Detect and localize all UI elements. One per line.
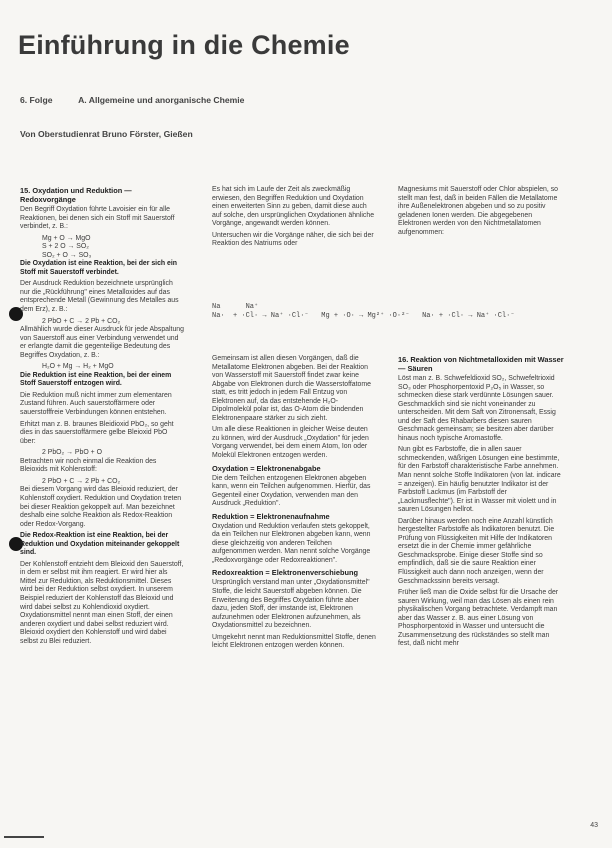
author-line: Von Oberstudienrat Bruno Förster, Gießen bbox=[20, 129, 193, 139]
column-1 bbox=[20, 186, 184, 649]
ion-equations bbox=[212, 303, 592, 321]
folge-label: 6. Folge bbox=[20, 95, 53, 105]
chemical-equation: 2 PbO + C → 2 Pb + CO₂ bbox=[42, 317, 121, 325]
chemical-equation: 2 PbO₂ → PbO + O bbox=[42, 449, 102, 457]
paragraph: Früher ließ man die Oxide selbst für die Ursache der sauren Wirkung, weil man das Lösen als einen rein physikalischen Vorgang betrachtete. Verdampft man aber das Wasser z. B. aus einer Lösung von Phosphorpentoxid in Wasser und untersucht die Zusammensetzung des rückständes so stellt man fest, daß nicht mehr bbox=[398, 589, 559, 648]
section-heading: Oxydation = Elektronenabgabe bbox=[212, 463, 321, 473]
page-title: Einführung in die Chemie bbox=[18, 30, 350, 60]
column-3-top bbox=[398, 186, 564, 240]
chemical-equation: H₂O + Mg → H₂ + MgO bbox=[42, 363, 114, 371]
section-heading: Reduktion = Elektronenaufnahme bbox=[212, 511, 330, 521]
column-2-bottom bbox=[212, 355, 376, 654]
ion-equation-line-2: Na· + ·Cl· → Na⁺ ·Cl·⁻ Mg + ·O· → Mg²⁺ ·O·²⁻ Na· + ·Cl· → Na⁺ ·Cl·⁻ bbox=[212, 312, 515, 320]
paragraph: Den Begriff Oxydation führte Lavoisier ein für alle Reaktionen, bei denen sich ein Stoff mit Sauerstoff verbindet, z. B.: bbox=[20, 206, 175, 231]
section-heading: 15. Oxydation und Reduktion — Redoxvorgänge bbox=[20, 186, 132, 204]
chemical-equation: Mg + O → MgO bbox=[42, 234, 91, 242]
paragraph: Allmählich wurde dieser Ausdruck für jede Abspaltung von Sauerstoff aus einer Verbindung verwendet und er erlangte damit die gegenteilige Bedeutung des Begriffes Oxydation, z. B.: bbox=[20, 326, 184, 359]
page-number: 43 bbox=[590, 822, 598, 829]
definition-text: Die Redox-Reaktion ist eine Reaktion, bei der Reduktion und Oxydation miteinander gekoppelt sind. bbox=[20, 532, 180, 557]
paragraph: Magnesiums mit Sauerstoff oder Chlor abspielen, so stellt man fest, daß in beiden Fällen die Metallatome ihre Außenelektronen abgeben und so zu positiv geladenen Ionen werden. Die abgegebenen Elektronen werden von den Nichtmetallatomen aufgenommen: bbox=[398, 186, 558, 236]
paragraph: Erhitzt man z. B. braunes Bleidioxid PbO₂, so geht dies in das sauerstoffärmere gelbe Bleioxid PbO über: bbox=[20, 420, 174, 445]
paragraph: Der Kohlenstoff entzieht dem Bleioxid den Sauerstoff, in dem er selbst mit ihm reagiert. Er wird hier als Mittel zur Reduktion, als Reduktionsmittel. Dieses wird bei der Reduktion selbst oxydiert. In unserem Beispiel reduziert der Kohlenstoff das Bleioxid und wird dabei selbst zu Kohlendioxid oxydiert. Oxydationsmittel nennt man einen Stoff, der einen anderen oxydiert und dabei selbst reduziert wird. Bleioxid oxydiert den Kohlenstoff und wird dabei selbst zu Blei reduziert. bbox=[20, 560, 184, 645]
paragraph: Oxydation und Reduktion verlaufen stets gekoppelt, da ein Teilchen nur Elektronen abgeben kann, wenn diese gleichzeitig von anderen Teilchen aufgenommen werden. Man nennt solche Vorgänge „Redoxvorgänge oder Redoxreaktionen". bbox=[212, 522, 371, 564]
paragraph: Umgekehrt nennt man Reduktionsmittel Stoffe, denen leicht Elektronen entzogen werden können. bbox=[212, 633, 376, 650]
chemical-equation: S + 2 O → SO₂ bbox=[42, 243, 89, 251]
section-heading: 16. Reaktion von Nichtmetalloxiden mit Wasser — Säuren bbox=[398, 355, 564, 373]
column-2-top bbox=[212, 186, 376, 252]
paragraph: Es hat sich im Laufe der Zeit als zweckmäßig erwiesen, den Begriffen Reduktion und Oxydation einen erweiterten Sinn zu geben, damit diese auch auf solche, den ursprünglichen Oxydationen ähnliche Vorgänge, angewandt werden können. bbox=[212, 186, 375, 228]
chemical-equation: SO₂ + O → SO₃ bbox=[42, 251, 92, 259]
paragraph: Der Ausdruck Reduktion bezeichnete ursprünglich nur die „Rückführung" eines Metalloxides auf das entsprechende Metall (Gewinnung des Metalles aus dem Erz), z. B.: bbox=[20, 280, 179, 314]
paragraph: Betrachten wir noch einmal die Reaktion des Bleioxids mit Kohlenstoff: bbox=[20, 457, 157, 474]
footer-rule bbox=[4, 836, 44, 838]
paragraph: Bei diesem Vorgang wird das Bleioxid reduziert, der Kohlenstoff oxydiert. Reduktion und Oxydation treten bei dieser Reaktion gekoppelt auf. Man bezeichnet deshalb eine solche Reaktion als Redox-Reaktion oder Redox-Vorgang. bbox=[20, 486, 182, 528]
section-heading: Redoxreaktion = Elektronenverschiebung bbox=[212, 568, 359, 578]
paragraph: Löst man z. B. Schwefeldioxid SO₂, Schwefeltrioxid SO₃ oder Phosphorpentoxid P₂O₅ in Wasser, so schmecken diese stark verdünnte Lösungen sauer. Geschmacklich sind sie nicht voneinander zu unterscheiden. Mit dem Saft von Zitronensaft, Essig und der Saft des Rhabarbers diesen sauren Geschmack gemeinsam; sie besitzen aber darüber hinaus noch typische Aromastoffe. bbox=[398, 375, 556, 442]
paragraph: Nun gibt es Farbstoffe, die in allen sauer schmeckenden, wäßrigen Lösungen eine bestimmte, für den Farbstoff charakteristische Farbe annehmen. Man nennt solche Stoffe Indikatoren (von lat. indicare = anzeigen). Ein häufig benutzter Indikator ist der Farbstoff Lackmus (im Farbstoff der „Lackmusflechte"). Er ist in Wasser mit violett und in sauren Lösungen hellrot. bbox=[398, 446, 561, 514]
definition-text: Die Reduktion ist eine Reaktion, bei der einem Stoff Sauerstoff entzogen wird. bbox=[20, 371, 172, 388]
paragraph: Ursprünglich verstand man unter „Oxydationsmittel" Stoffe, die leicht Sauerstoff abgeben können. Die Erweiterung des Begriffes Oxydation führte aber dazu, jeden Stoff, der imstande ist, Elektronen aufzunehmen oder Elektronen aufzunehmen, als Oxydationsmittel zu bezeichnen. bbox=[212, 579, 370, 630]
paragraph: Die dem Teilchen entzogenen Elektronen abgeben kann, wenn ein Teilchen aufgenommen. Hierfür, das Gegenteil einer Oxydation, verwenden man den Ausdruck „Reduktion". bbox=[212, 474, 371, 508]
definition-text: Die Oxydation ist eine Reaktion, bei der sich ein Stoff mit Sauerstoff verbindet. bbox=[20, 260, 177, 276]
series-line bbox=[20, 95, 244, 105]
paragraph: Die Reduktion muß nicht immer zum elementaren Zustand führen. Auch sauerstoffärmere oder sauerstofffreie Verbindungen können entstehen. bbox=[20, 391, 172, 417]
paragraph: Untersuchen wir die Vorgänge näher, die sich bei der Reaktion des Natriums oder bbox=[212, 231, 374, 248]
series-label: A. Allgemeine und anorganische Chemie bbox=[78, 95, 245, 105]
paragraph: Darüber hinaus werden noch eine Anzahl künstlich hergestellter Farbstoffe als Indikatoren benutzt. Die Prüfung von Flüssigkeiten mit Hilfe der Indikatoren ersetzt die in der Chemie immer gefährliche Geschmacksprobe. Einige dieser Stoffe sind so empfindlich, daß sie die saure Reaktion einer Flüssigkeit auch dann noch anzeigen, wenn der Geschmackssinn bereits versagt. bbox=[398, 517, 555, 585]
ion-equation-line-1: Na Na⁺ bbox=[212, 303, 435, 311]
chemical-equation: 2 PbO + C → 2 Pb + CO₂ bbox=[42, 477, 121, 485]
paragraph: Um alle diese Reaktionen in gleicher Weise deuten zu können, wird der Ausdruck „Oxydation" für jeden Vorgang verwendet, bei dem einem Atom, Ion oder Molekül Elektronen entzogen werden. bbox=[212, 426, 369, 460]
column-3-bottom bbox=[398, 355, 564, 652]
paragraph: Gemeinsam ist allen diesen Vorgängen, daß die Metallatome Elektronen abgeben. Bei der Reaktion von Wasserstoff mit Sauerstoff findet zwar keine Abgabe von Elektronen durch die Wasserstoffatome statt, es tritt jedoch in jedem Fall Entzug von Elektronen auf, da das entstehende H₂O-Dipolmolekül polar ist, das O-Atom die bindenden Elektronenpaare stärker zu sich zieht. bbox=[212, 355, 371, 422]
